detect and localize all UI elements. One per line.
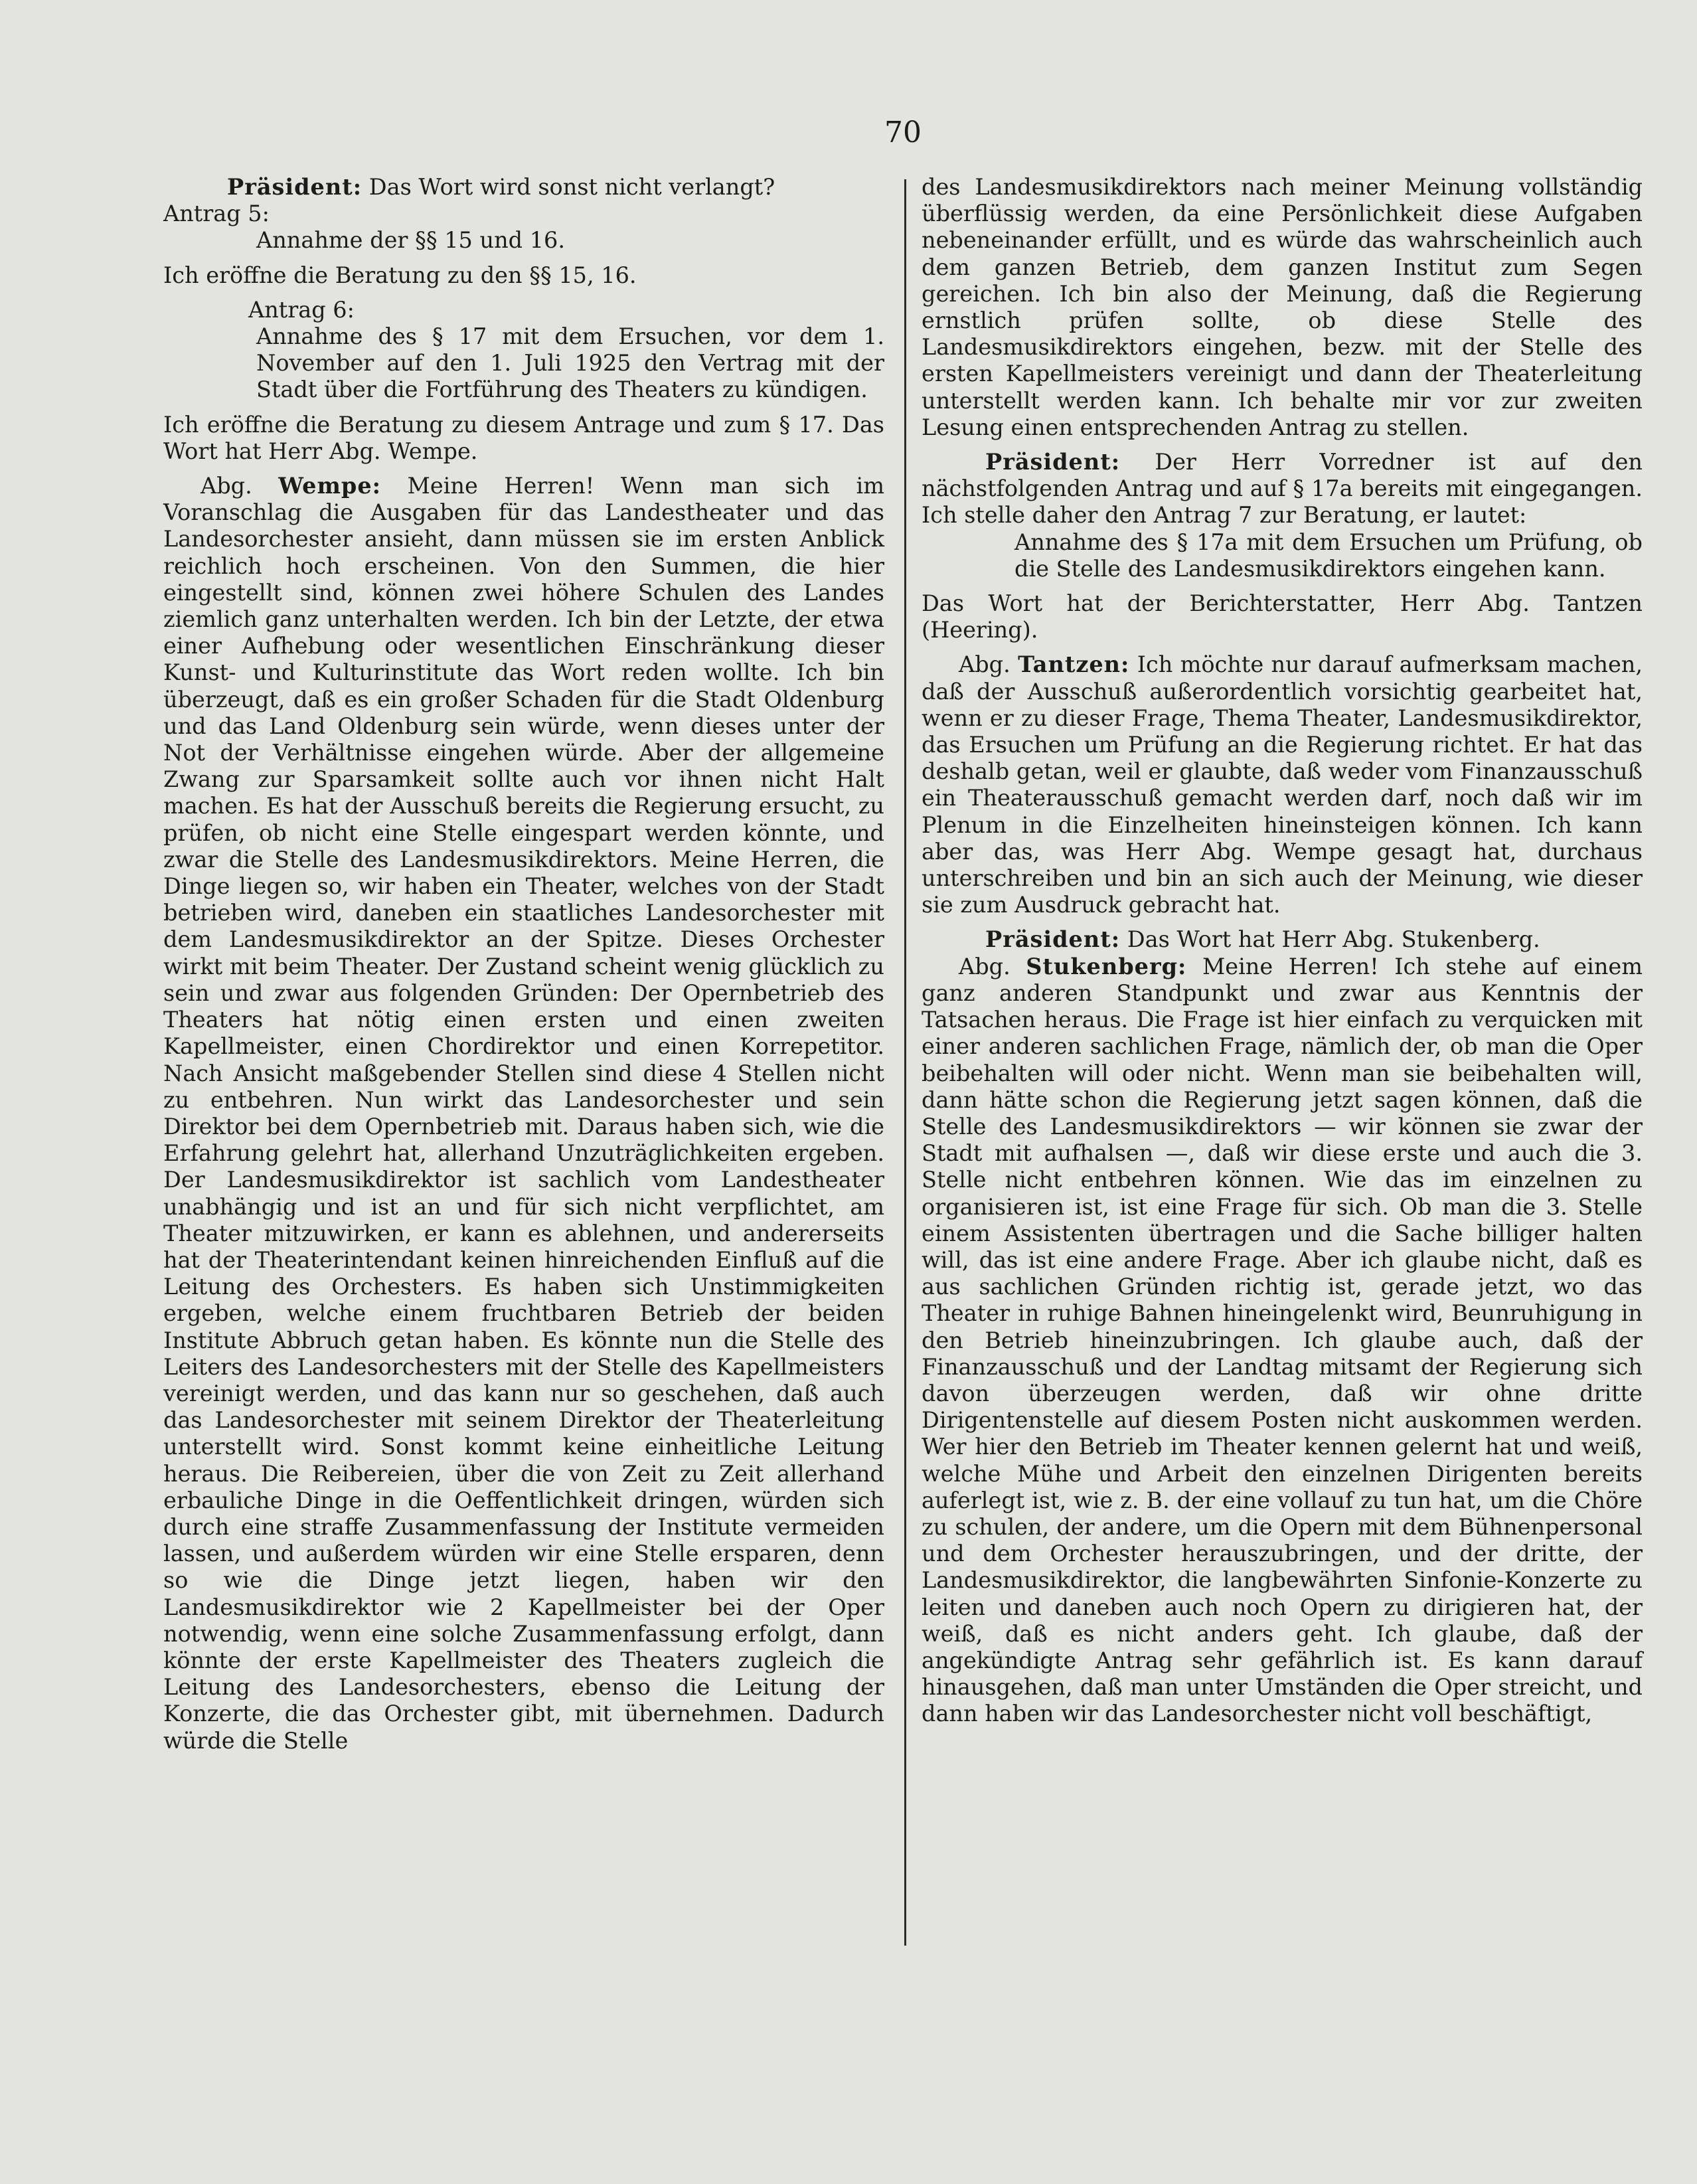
speaker-name: Stukenberg: xyxy=(1026,953,1187,979)
speech-text: Der Herr Vorredner ist auf den nächstfolgenden Antrag und auf § 17a bereits mit eingegangen. Ich stelle daher den Antrag 7 zur Beratung, er lautet: xyxy=(922,449,1643,529)
paragraph xyxy=(922,651,1643,918)
paragraph xyxy=(922,954,1643,1728)
speech-text: Das Wort hat Herr Abg. Stukenberg. xyxy=(1127,926,1540,953)
speaker-prefix: Abg. xyxy=(201,473,252,499)
paragraph: des Landesmusikdirektors nach meiner Meinung vollständig überflüssig werden, da eine Persönlichkeit diese Aufgaben nebeneinander erfüllt, und es würde das wahrscheinlich auch dem ganzen Betrieb, dem ganzen Institut zum Segen gereichen. Ich bin also der Meinung, daß die Regierung ernstlich prüfen sollte, ob diese Stelle des Landesmusikdirektors eingehen, bezw. mit der Stelle des ersten Kapellmeisters vereinigt und dann der Theaterleitung unterstellt werden kann. Ich behalte mir vor zur zweiten Lesung einen entsprechenden Antrag zu stellen. xyxy=(922,174,1643,440)
paragraph: Das Wort hat der Berichterstatter, Herr Abg. Tantzen (Heering). xyxy=(922,590,1643,643)
speaker-name: Präsident: xyxy=(985,449,1121,475)
speech-text: Meine Herren! Ich stehe auf einem ganz anderen Standpunkt und zwar aus Kenntnis der Tatsachen heraus. Die Frage ist hier einfach zu verquicken mit einer anderen sachlichen Frage, nämlich der, ob man die Oper beibehalten will oder nicht. Wenn man sie beibehalten will, dann hätte schon die Regierung jetzt sagen können, daß die Stelle des Landesmusikdirektors — wir können sie zwar der Stadt mit aufhalsen —, daß wir diese erste und auch die 3. Stelle nicht entbehren können. Wie das im einzelnen zu organisieren ist, ist eine Frage für sich. Ob man die 3. Stelle einem Assistenten übertragen und die Sache billiger halten will, das ist eine andere Frage. Aber ich glaube nicht, daß es aus sachlichen Gründen richtig ist, gerade jetzt, wo das Theater in ruhige Bahnen hineingelenkt wird, Beunruhigung in den Betrieb hineinzubringen. Ich glaube auch, daß der Finanzausschuß und der Landtag mitsamt der Regierung sich davon überzeugen werden, daß wir ohne dritte Dirigentenstelle auf diesem Posten nicht auskommen werden. Wer hier den Betrieb im Theater kennen gelernt hat und weiß, welche Mühe und Arbeit den einzelnen Dirigenten bereits auferlegt ist, wie z. B. der eine vollauf zu tun hat, um die Chöre zu schulen, der andere, um die Opern mit dem Bühnenpersonal und dem Orchester herauszubringen, und der dritte, der Landesmusikdirektor, die langbewährten Sinfonie-Konzerte zu leiten und daneben auch noch Opern zu dirigieren hat, der weiß, daß es nicht anders geht. Ich glaube, daß der angekündigte Antrag sehr gefährlich ist. Es kann darauf hinausgehen, daß man unter Umständen die Oper streicht, und dann haben wir das Landesorchester nicht voll beschäftigt, xyxy=(922,953,1643,1727)
right-column xyxy=(922,174,1643,1728)
speaker-name: Tantzen: xyxy=(1018,651,1130,678)
left-column xyxy=(163,174,884,1754)
page-number: 70 xyxy=(884,116,922,149)
paragraph: Ich eröffne die Beratung zu diesem Antrage und zum § 17. Das Wort hat Herr Abg. Wempe. xyxy=(163,411,884,464)
motion-text: Annahme des § 17a mit dem Ersuchen um Prüfung, ob die Stelle des Landesmusikdirektors eingehen kann. xyxy=(1014,529,1643,582)
paragraph xyxy=(922,926,1643,953)
paragraph: Antrag 5: xyxy=(163,201,270,227)
speech-text: Das Wort wird sonst nicht verlangt? xyxy=(368,174,775,200)
paragraph: Ich eröffne die Beratung zu den §§ 15, 16. xyxy=(163,262,637,288)
speaker-name: Wempe: xyxy=(278,473,382,499)
column-divider xyxy=(904,179,906,1946)
motion-text: Annahme der §§ 15 und 16. xyxy=(256,227,566,254)
speaker-name: Präsident: xyxy=(985,926,1121,953)
paragraph xyxy=(163,473,884,1754)
speaker-prefix: Abg. xyxy=(959,651,1010,678)
paragraph xyxy=(922,449,1643,529)
speech-text: Meine Herren! Wenn man sich im Voranschlag die Ausgaben für das Landestheater und das Landesorchester ansieht, dann müssen sie im ersten Anblick reichlich hoch erscheinen. Von den Summen, die hier eingestellt sind, können zwei höhere Schulen des Landes ziemlich ganz unterhalten werden. Ich bin der Letzte, der etwa einer Aufhebung oder wesentlichen Einschränkung dieser Kunst- und Kulturinstitute das Wort reden wollte. Ich bin überzeugt, daß es ein großer Schaden für die Stadt Oldenburg und das Land Oldenburg sein würde, wenn dieses unter der Not der Verhältnisse eingehen würde. Aber der allgemeine Zwang zur Sparsamkeit sollte auch vor ihnen nicht Halt machen. Es hat der Ausschuß bereits die Regierung ersucht, zu prüfen, ob nicht eine Stelle eingespart werden könnte, und zwar die Stelle des Landesmusikdirektors. Meine Herren, die Dinge liegen so, wir haben ein Theater, welches von der Stadt betrieben wird, daneben ein staatliches Landesorchester mit dem Landesmusikdirektor an der Spitze. Dieses Orchester wirkt mit beim Theater. Der Zustand scheint wenig glücklich zu sein und zwar aus folgenden Gründen: Der Opernbetrieb des Theaters hat nötig einen ersten und einen zweiten Kapellmeister, einen Chordirektor und einen Korrepetitor. Nach Ansicht maßgebender Stellen sind diese 4 Stellen nicht zu entbehren. Nun wirkt das Landesorchester und sein Direktor bei dem Opernbetrieb mit. Daraus haben sich, wie die Erfahrung gelehrt hat, allerhand Unzuträglichkeiten ergeben. Der Landesmusikdirektor ist sachlich vom Landestheater unabhängig und ist an und für sich nicht verpflichtet, am Theater mitzuwirken, er kann es ablehnen, und andererseits hat der Theaterintendant keinen hinreichenden Einfluß auf die Leitung des Orchesters. Es haben sich Unstimmigkeiten ergeben, welche einem fruchtbaren Betrieb der beiden Institute Abbruch getan haben. Es könnte nun die Stelle des Leiters des Landesorchesters mit der Stelle des Kapellmeisters vereinigt werden, und das kann nur so geschehen, daß auch das Landesorchester mit seinem Direktor der Theaterleitung unterstellt wird. Sonst kommt keine einheitliche Leitung heraus. Die Reibereien, über die von Zeit zu Zeit allerhand erbauliche Dinge in die Oeffentlichkeit dringen, würden sich durch eine straffe Zusammenfassung der Institute vermeiden lassen, und außerdem würden wir eine Stelle ersparen, denn so wie die Dinge jetzt liegen, haben wir den Landesmusikdirektor wie 2 Kapellmeister bei der Oper notwendig, wenn eine solche Zusammenfassung erfolgt, dann könnte der erste Kapellmeister des Theaters zugleich die Leitung des Landesorchesters, ebenso die Leitung der Konzerte, die das Orchester gibt, mit übernehmen. Dadurch würde die Stelle xyxy=(163,473,884,1754)
motion-text: Annahme des § 17 mit dem Ersuchen, vor dem 1. November auf den 1. Juli 1925 den Vertrag mit der Stadt über die Fortführung des Theaters zu kündigen. xyxy=(256,323,884,403)
paragraph xyxy=(163,174,884,201)
speaker-name: Präsident: xyxy=(227,174,363,200)
motion-heading: Antrag 6: xyxy=(248,296,355,323)
speaker-prefix: Abg. xyxy=(959,953,1010,979)
speech-text: Ich möchte nur darauf aufmerksam machen, daß der Ausschuß außerordentlich vorsichtig gearbeitet hat, wenn er zu dieser Frage, Thema Theater, Landesmusikdirektor, das Ersuchen um Prüfung an die Regierung richtet. Er hat das deshalb getan, weil er glaubte, daß weder vom Finanzausschuß ein Theaterausschuß gemacht werden darf, noch daß wir im Plenum in die Einzelheiten hineinsteigen können. Ich kann aber das, was Herr Abg. Wempe gesagt hat, durchaus unterschreiben und bin an sich auch der Meinung, wie dieser sie zum Ausdruck gebracht hat. xyxy=(922,651,1643,918)
